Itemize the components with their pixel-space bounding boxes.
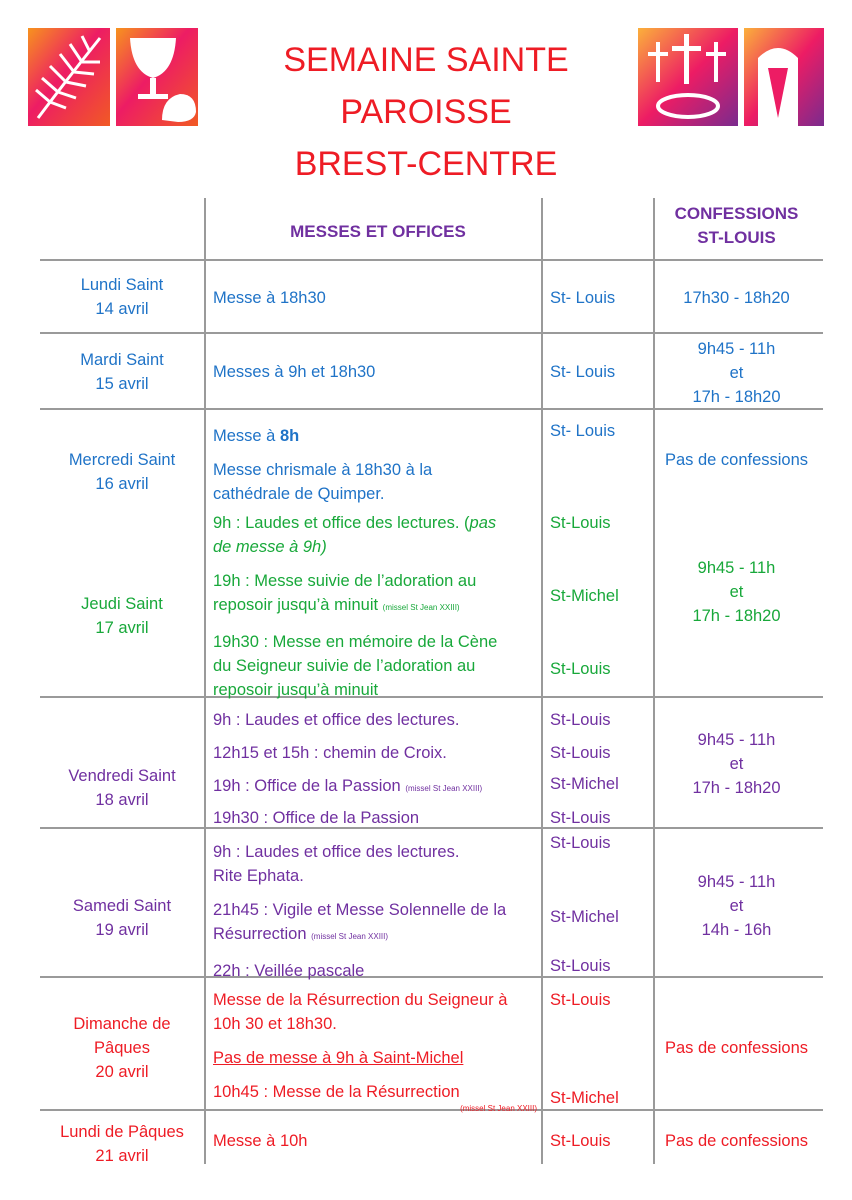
- row-lundi-paques-desc: Messe à 10h: [213, 1132, 308, 1150]
- row-vendredi-saint-desc-4: 19h30 : Office de la Passion: [213, 809, 420, 827]
- row-vendredi-saint-place-2: St-Louis: [550, 744, 611, 762]
- row-vendredi-saint-desc-1: 9h : Laudes et office des lectures.: [213, 711, 460, 729]
- header-masses: MESSES ET OFFICES: [290, 222, 466, 241]
- day-name: Lundi Saint: [80, 276, 164, 294]
- day-name: Mardi Saint: [80, 351, 164, 369]
- row-jeudi-saint-day: [40, 592, 204, 640]
- day-name: Jeudi Saint: [81, 595, 163, 613]
- day-date: 19 avril: [95, 921, 149, 939]
- row-samedi-saint-place-1: St-Louis: [550, 834, 611, 852]
- day-name: Dimanche de: [73, 1015, 171, 1033]
- row-vendredi-saint-place-1: St-Louis: [550, 711, 611, 729]
- row-lundi-saint-place: St- Louis: [550, 289, 616, 307]
- row-vendredi-saint-day: [40, 764, 204, 812]
- conf-line: 9h45 - 11h: [697, 340, 776, 358]
- header-confessions-line2: ST-LOUIS: [697, 228, 776, 247]
- row-samedi-saint-place-2: St-Michel: [550, 908, 619, 926]
- day-date: 20 avril: [95, 1063, 149, 1081]
- row-lundi-saint-desc: Messe à 18h30: [213, 289, 326, 307]
- row-mardi-saint-desc: Messes à 9h et 18h30: [213, 363, 376, 381]
- row-jeudi-saint-place-3: St-Louis: [550, 660, 611, 678]
- row-mercredi-saint-desc: [213, 424, 543, 506]
- row-vendredi-saint-desc-2: 12h15 et 15h : chemin de Croix.: [213, 744, 447, 762]
- day-date: 18 avril: [95, 791, 149, 809]
- row-mercredi-saint-place: St- Louis: [550, 422, 616, 440]
- row-vendredi-saint-place-4: St-Louis: [550, 809, 611, 827]
- row-vendredi-saint-place-3: St-Michel: [550, 775, 619, 793]
- row-mardi-saint-confessions: [650, 337, 823, 409]
- day-name: Pâques: [94, 1039, 150, 1057]
- row-jeudi-saint-confessions: 9h45 - 11h et 17h - 18h20: [692, 559, 781, 625]
- row-dimanche-paques-place-1: St-Louis: [550, 991, 611, 1009]
- header-confessions-line1: CONFESSIONS: [674, 204, 799, 223]
- row-lundi-paques-day: [40, 1120, 204, 1168]
- conf-line: 17h - 18h20: [692, 388, 781, 406]
- day-name: Vendredi Saint: [68, 767, 176, 785]
- row-samedi-saint-place-3: St-Louis: [550, 957, 611, 975]
- row-jeudi-saint-place-2: St-Michel: [550, 587, 619, 605]
- row-dimanche-paques-day: [40, 1012, 204, 1084]
- row-vendredi-saint-confessions: 9h45 - 11h et 17h - 18h20: [692, 731, 781, 797]
- title-line-2: PAROISSE: [340, 93, 512, 131]
- row-lundi-paques-place: St-Louis: [550, 1132, 611, 1150]
- row-mercredi-saint-confessions: Pas de confessions: [664, 451, 809, 469]
- header-confessions: [650, 202, 823, 250]
- page-title: [0, 34, 852, 190]
- day-date: 21 avril: [95, 1147, 149, 1165]
- row-jeudi-saint-place-1: St-Louis: [550, 514, 611, 532]
- day-name: Lundi de Pâques: [60, 1123, 184, 1141]
- day-name: Samedi Saint: [72, 897, 172, 915]
- row-dimanche-paques-desc: Messe de la Résurrection du Seigneur à 10h 30 et 18h30. Pas de messe à 9h à Saint-Michel 10h45 : Messe de la Résurrection (missel St Jean XXIII): [213, 991, 537, 1113]
- day-date: 16 avril: [95, 475, 149, 493]
- desc-line: Messe chrismale à 18h30 à la: [213, 461, 433, 479]
- title-line-3: BREST-CENTRE: [294, 145, 558, 183]
- row-vendredi-saint-desc-3: 19h : Office de la Passion (missel St Jean XXIII): [213, 777, 483, 795]
- row-lundi-saint-confessions: 17h30 - 18h20: [683, 289, 790, 307]
- row-dimanche-paques-place-2: St-Michel: [550, 1089, 619, 1107]
- day-date: 14 avril: [95, 300, 149, 318]
- row-samedi-saint-day: [40, 894, 204, 942]
- title-line-1: SEMAINE SAINTE: [283, 41, 569, 79]
- desc-line: cathédrale de Quimper.: [213, 485, 385, 503]
- row-jeudi-saint-desc: 9h : Laudes et office des lectures. (pas de messe à 9h) 19h : Messe suivie de l’adoration au reposoir jusqu’à minuit (missel St Jean XXIII) 19h30 : Messe en mémoire de la Cène du Seigneur suivie de l’adoration au reposoir jusqu’à minuit: [213, 514, 498, 699]
- row-lundi-paques-confessions: Pas de confessions: [664, 1132, 809, 1150]
- row-dimanche-paques-confessions: Pas de confessions: [664, 1039, 809, 1057]
- row-mardi-saint-day: [40, 348, 204, 396]
- row-mercredi-saint-day: [40, 448, 204, 496]
- day-name: Mercredi Saint: [68, 451, 176, 469]
- desc-line: Messe à 8h: [213, 427, 300, 445]
- row-samedi-saint-confessions: 9h45 - 11h et 14h - 16h: [697, 873, 776, 939]
- day-date: 17 avril: [95, 619, 149, 637]
- schedule-table: [40, 198, 823, 1166]
- row-mardi-saint-place: St- Louis: [550, 363, 616, 381]
- day-date: 15 avril: [95, 375, 149, 393]
- row-samedi-saint-desc: 9h : Laudes et office des lectures. Rite Ephata. 21h45 : Vigile et Messe Solennelle de la Résurrection (missel St Jean XXIII) 22h : Veillée pascale: [213, 843, 507, 980]
- conf-line: et: [729, 364, 744, 382]
- row-lundi-saint-day: [40, 273, 204, 321]
